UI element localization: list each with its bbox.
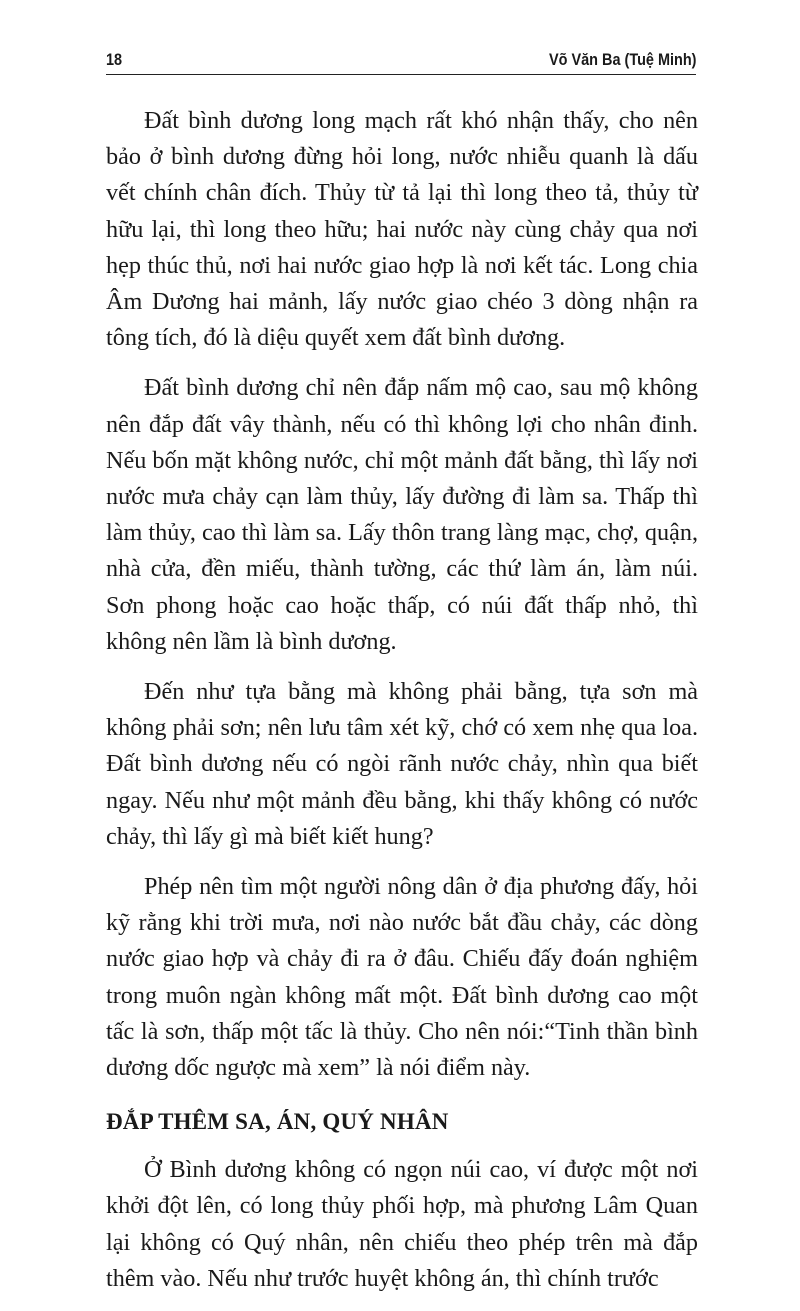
page-number: 18 <box>106 50 123 69</box>
page-header <box>106 46 696 75</box>
body-text <box>106 103 698 1311</box>
paragraph-1: Đất bình dương long mạch rất khó nhận thấy, cho nên bảo ở bình dương đừng hỏi long, nước nhiễu quanh là dấu vết chính chân đích. Thủy từ tả lại thì long theo tả, thủy từ hữu lại, thì long theo hữu; hai nước này cùng chảy qua nơi hẹp thúc thủ, nơi hai nước giao hợp là nơi kết tác. Long chia Âm Dương hai mảnh, lấy nước giao chéo 3 dòng nhận ra tông tích, đó là diệu quyết xem đất bình dương. <box>106 107 698 352</box>
section-paragraph: Ở Bình dương không có ngọn núi cao, ví được một nơi khởi đột lên, có long thủy phối hợp, mà phương Lâm Quan lại không có Quý nhân, nên chiếu theo phép trên mà đắp thêm vào. Nếu như trước huyệt không án, thì chính trước <box>106 1156 698 1292</box>
paragraph-3: Đến như tựa bằng mà không phải bằng, tựa sơn mà không phải sơn; nên lưu tâm xét kỹ, chớ có xem nhẹ qua loa. Đất bình dương nếu có ngòi rãnh nước chảy, nhìn qua biết ngay. Nếu như một mảnh đều bằng, khi thấy không có nước chảy, thì lấy gì mà biết kiết hung? <box>106 678 698 850</box>
paragraph-4: Phép nên tìm một người nông dân ở địa phương đấy, hỏi kỹ rằng khi trời mưa, nơi nào nước bắt đầu chảy, các dòng nước giao hợp và chảy đi ra ở đâu. Chiếu đấy đoán nghiệm trong muôn ngàn không mất một. Đất bình dương cao một tấc là sơn, thấp một tấc là thủy. Cho nên nói:“Tinh thần bình dương dốc ngược mà xem” là nói điểm này. <box>106 873 698 1082</box>
section-heading: ĐẮP THÊM SA, ÁN, QUÝ NHÂN <box>106 1109 449 1135</box>
paragraph-2: Đất bình dương chỉ nên đắp nấm mộ cao, sau mộ không nên đắp đất vây thành, nếu có thì không lợi cho nhân đinh. Nếu bốn mặt không nước, chỉ một mảnh đất bằng, thì lấy nơi nước mưa chảy cạn làm thủy, lấy đường đi làm sa. Thấp thì làm thủy, cao thì làm sa. Lấy thôn trang làng mạc, chợ, quận, nhà cửa, đền miếu, thành tường, các thứ làm án, làm núi. Sơn phong hoặc cao hoặc thấp, có núi đất thấp nhỏ, thì không nên lầm là bình dương. <box>106 374 698 655</box>
running-head-author: Võ Văn Ba (Tuệ Minh) <box>548 50 696 69</box>
